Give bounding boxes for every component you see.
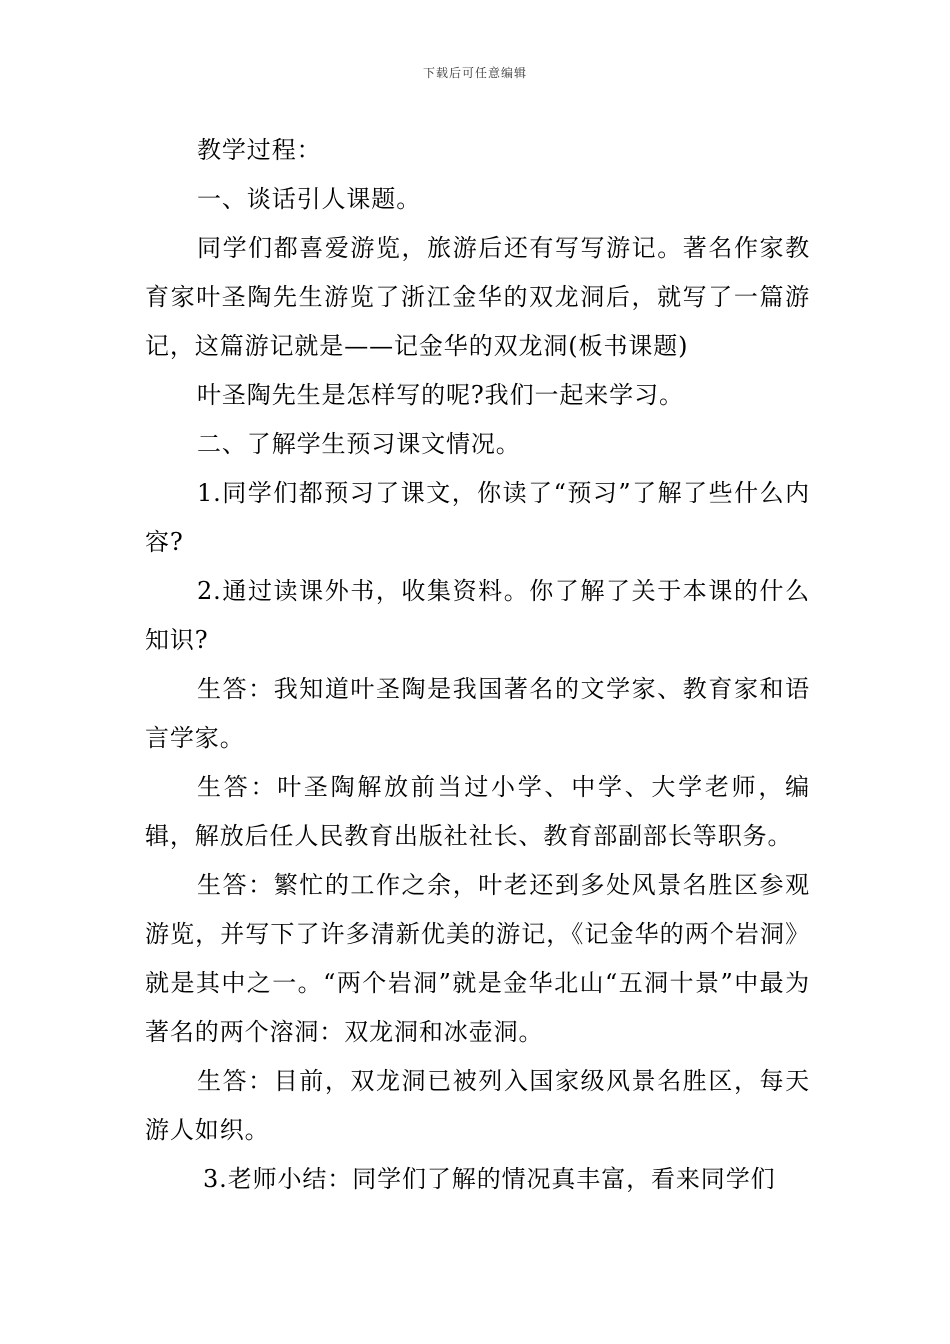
paragraph-answer-2: 生答：叶圣陶解放前当过小学、中学、大学老师，编辑，解放后任人民教育出版社社长、教育部副部长等职务。 bbox=[145, 773, 810, 850]
paragraph-teacher-summary: 3.老师小结：同学们了解的情况真丰富，看来同学们 bbox=[203, 1165, 776, 1193]
paragraph-answer-1: 生答：我知道叶圣陶是我国著名的文学家、教育家和语言学家。 bbox=[145, 675, 810, 752]
paragraph-section-two-heading: 二、了解学生预习课文情况。 bbox=[197, 430, 521, 458]
paragraph-section-one-heading: 一、谈话引人课题。 bbox=[197, 185, 422, 213]
paragraph-teaching-process: 教学过程： bbox=[197, 136, 322, 164]
document-body bbox=[145, 126, 810, 1204]
paragraph-answer-4: 生答：目前，双龙洞已被列入国家级风景名胜区，每天游人如织。 bbox=[145, 1067, 810, 1144]
paragraph-question: 叶圣陶先生是怎样写的呢?我们一起来学习。 bbox=[197, 381, 684, 409]
paragraph-intro: 同学们都喜爱游览，旅游后还有写写游记。著名作家教育家叶圣陶先生游览了浙江金华的双龙洞后，就写了一篇游记，这篇游记就是——记金华的双龙洞(板书课题) bbox=[145, 234, 810, 360]
paragraph-item-2: 2.通过读课外书，收集资料。你了解了关于本课的什么知识? bbox=[145, 577, 810, 654]
page-header: 下载后可任意编辑 bbox=[422, 66, 527, 80]
paragraph-item-1: 1.同学们都预习了课文，你读了“预习”了解了些什么内容? bbox=[145, 479, 810, 556]
paragraph-answer-3: 生答：繁忙的工作之余，叶老还到多处风景名胜区参观游览，并写下了许多清新优美的游记，《记金华的两个岩洞》就是其中之一。“两个岩洞”就是金华北山“五洞十景”中最为著名的两个溶洞：双龙洞和冰壶洞。 bbox=[145, 871, 810, 1046]
